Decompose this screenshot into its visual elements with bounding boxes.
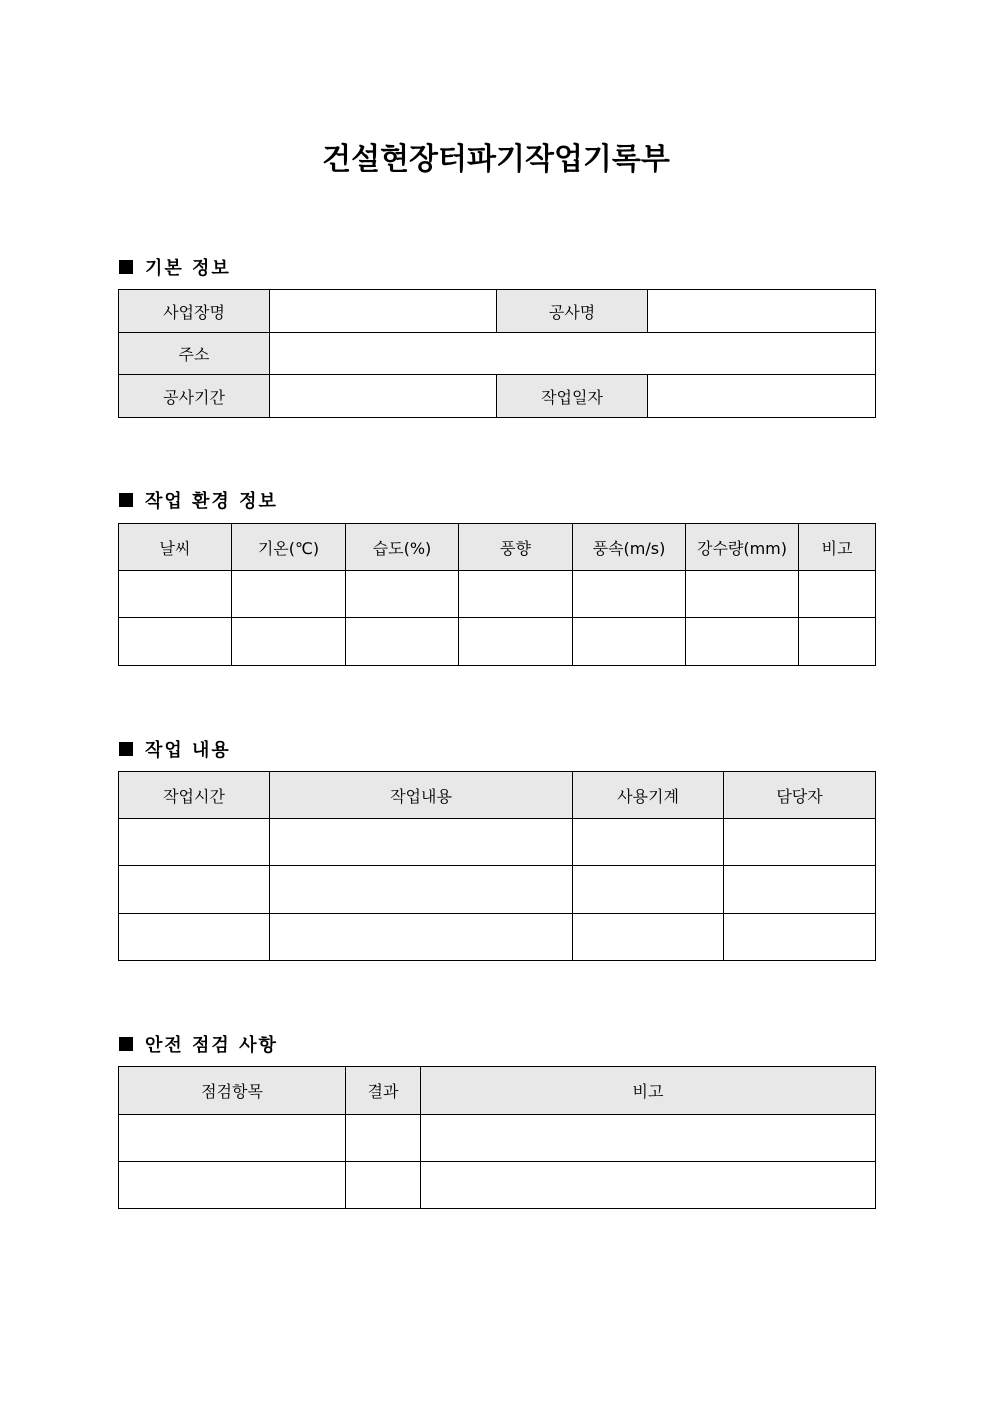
table-cell[interactable] [573,866,724,914]
table-row [119,914,876,961]
basic-info-table [118,289,876,418]
env-header-humidity: 습도(%) [346,524,459,571]
safety-header-note: 비고 [421,1067,876,1115]
table-cell[interactable] [459,571,573,618]
section-work-heading [119,736,231,762]
table-row [119,1162,876,1209]
label-address: 주소 [119,333,270,375]
env-header-weather: 날씨 [119,524,232,571]
square-bullet-icon [119,1037,133,1051]
table-cell[interactable] [724,819,876,866]
table-cell[interactable] [799,618,876,666]
period-field[interactable] [270,375,497,418]
env-header-rain: 강수량(mm) [686,524,799,571]
table-cell[interactable] [119,1115,346,1162]
table-cell[interactable] [421,1162,876,1209]
table-cell[interactable] [119,1162,346,1209]
section-basic-title: 기본 정보 [145,258,231,279]
table-cell[interactable] [573,571,686,618]
table-cell[interactable] [270,866,573,914]
table-cell[interactable] [232,571,346,618]
table-row [119,819,876,866]
table-cell[interactable] [686,618,799,666]
table-cell[interactable] [686,571,799,618]
section-work-title: 작업 내용 [145,740,231,761]
table-cell[interactable] [724,914,876,961]
table-cell[interactable] [573,618,686,666]
table-cell[interactable] [346,618,459,666]
square-bullet-icon [119,260,133,274]
work-header-manager: 담당자 [724,772,876,819]
table-row [119,1115,876,1162]
table-cell[interactable] [421,1115,876,1162]
table-cell[interactable] [573,914,724,961]
table-row [119,571,876,618]
table-cell[interactable] [573,819,724,866]
env-header-wind-speed: 풍속(m/s) [573,524,686,571]
env-table [118,523,876,666]
table-row [119,866,876,914]
label-work-date: 작업일자 [497,375,648,418]
env-header-note: 비고 [799,524,876,571]
env-header-temp: 기온(℃) [232,524,346,571]
label-period: 공사기간 [119,375,270,418]
table-cell[interactable] [119,618,232,666]
project-name-field[interactable] [648,290,876,333]
label-project-name: 공사명 [497,290,648,333]
site-name-field[interactable] [270,290,497,333]
table-cell[interactable] [346,1162,421,1209]
address-field[interactable] [270,333,876,375]
safety-header-item: 점검항목 [119,1067,346,1115]
work-table [118,771,876,961]
safety-table [118,1066,876,1209]
table-cell[interactable] [346,1115,421,1162]
work-date-field[interactable] [648,375,876,418]
square-bullet-icon [119,493,133,507]
table-cell[interactable] [270,914,573,961]
section-env-heading [119,487,278,513]
table-cell[interactable] [119,914,270,961]
table-cell[interactable] [119,819,270,866]
table-cell[interactable] [119,571,232,618]
table-cell[interactable] [119,866,270,914]
section-basic-heading [119,254,231,280]
table-row [119,618,876,666]
work-header-machine: 사용기계 [573,772,724,819]
work-header-content: 작업내용 [270,772,573,819]
env-header-wind-dir: 풍향 [459,524,573,571]
table-cell[interactable] [270,819,573,866]
safety-header-result: 결과 [346,1067,421,1115]
section-env-title: 작업 환경 정보 [145,491,278,512]
label-site-name: 사업장명 [119,290,270,333]
table-cell[interactable] [346,571,459,618]
table-cell[interactable] [232,618,346,666]
section-safety-heading [119,1031,278,1057]
square-bullet-icon [119,742,133,756]
work-header-time: 작업시간 [119,772,270,819]
section-safety-title: 안전 점검 사항 [145,1035,278,1056]
table-cell[interactable] [459,618,573,666]
table-cell[interactable] [724,866,876,914]
table-cell[interactable] [799,571,876,618]
document-title: 건설현장터파기작업기록부 [322,142,670,177]
